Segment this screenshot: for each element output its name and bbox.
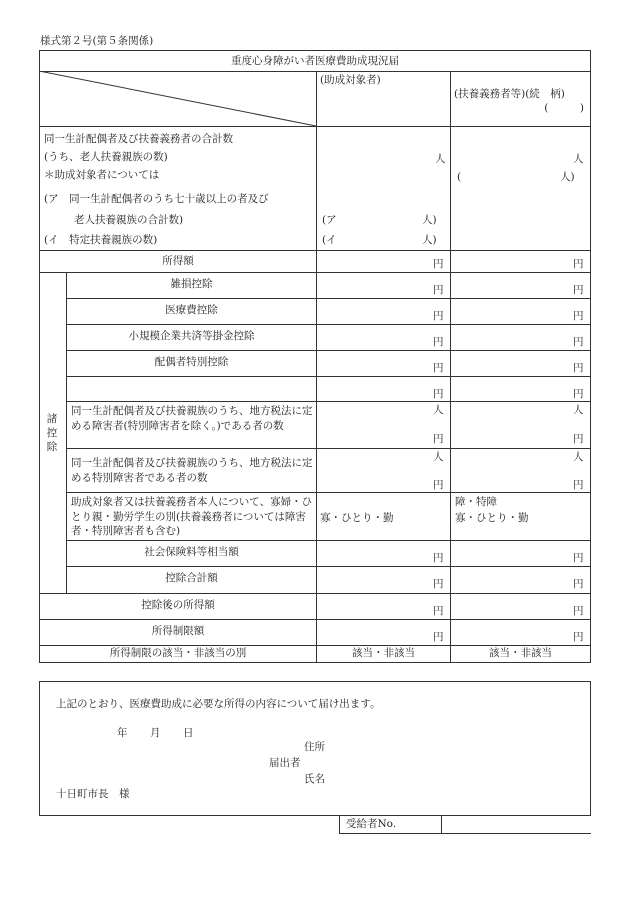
header-diagonal — [39, 71, 317, 127]
form-title: 重度心身障がい者医療費助成現況届 — [231, 55, 399, 67]
dependents-line: 同一生計配偶者及び扶養義務者の合計数 — [44, 133, 233, 145]
dependents-line: 老人扶養親族の合計数) — [74, 214, 184, 226]
yen-unit: 円 — [433, 433, 444, 445]
income-label: 所得額 — [162, 255, 194, 267]
yen-unit: 円 — [433, 552, 444, 564]
income-subject-yen: 円 — [433, 258, 444, 270]
yen-unit: 円 — [433, 388, 444, 400]
yen-unit: 円 — [573, 284, 584, 296]
dependents-line: ＊助成対象者については — [44, 169, 160, 181]
yen-unit: 円 — [573, 362, 584, 374]
yen-unit: 円 — [573, 336, 584, 348]
spouse-special-deduction-label: 配偶者特別控除 — [154, 356, 229, 368]
person-unit: 人 — [433, 451, 444, 463]
guardian-header: (扶養義務者等)(続 柄) — [454, 88, 565, 100]
form-number: 様式第２号(第５条関係) — [40, 35, 154, 47]
address-label: 住所 — [304, 741, 325, 753]
yen-unit: 円 — [573, 388, 584, 400]
relationship-paren: ( ) — [544, 102, 584, 114]
guardian-person-unit: 人 — [573, 153, 584, 165]
month-label: 月 — [150, 727, 161, 739]
person-unit: 人 — [573, 404, 584, 416]
subject-person-unit: 人 — [435, 153, 446, 165]
yen-unit: 円 — [433, 336, 444, 348]
subject-i-label: (イ — [322, 234, 337, 246]
yen-unit: 円 — [433, 362, 444, 374]
recipient-no-label: 受給者No. — [346, 818, 397, 830]
guardian-status-line1: 障・特障 — [455, 496, 497, 508]
yen-unit: 円 — [573, 433, 584, 445]
subject-a-label: (ア — [322, 214, 337, 226]
yen-unit: 円 — [573, 552, 584, 564]
yen-unit: 円 — [433, 605, 444, 617]
name-label: 氏名 — [304, 773, 325, 785]
day-label: 日 — [183, 727, 194, 739]
subject-a-unit: 人) — [422, 214, 437, 226]
dependents-line: (ア 同一生計配偶者のうち七十歳以上の者及び — [44, 193, 269, 205]
yen-unit: 円 — [433, 284, 444, 296]
subject-header: (助成対象者) — [320, 74, 381, 86]
deductions-label: 諸控除 — [46, 413, 58, 453]
person-unit: 人 — [433, 404, 444, 416]
dependents-line: (うち、老人扶養親族の数) — [44, 151, 168, 163]
special-disabled-dependents-label: 同一生計配偶者及び扶養親族のうち、地方税法に定める特別障害者である者の数 — [71, 457, 313, 484]
subject-i-unit: 人) — [422, 234, 437, 246]
guardian-paren-open: ( — [457, 171, 462, 183]
guardian-applicability: 該当・非該当 — [489, 647, 552, 659]
dependents-line: (イ 特定扶養親族の数) — [44, 234, 158, 246]
declaration-text: 上記のとおり、医療費助成に必要な所得の内容について届け出ます。 — [56, 698, 381, 710]
recipient-no-field[interactable] — [442, 816, 590, 833]
subject-applicability: 該当・非該当 — [352, 647, 415, 659]
yen-unit: 円 — [573, 479, 584, 491]
person-unit: 人 — [573, 451, 584, 463]
income-limit-label: 所得制限額 — [151, 625, 205, 637]
casualty-loss-label: 雑損控除 — [170, 278, 213, 290]
yen-unit: 円 — [573, 578, 584, 590]
addressee: 十日町市長 様 — [56, 788, 130, 800]
guardian-paren-unit: 人) — [560, 171, 575, 183]
yen-unit: 円 — [573, 310, 584, 322]
yen-unit: 円 — [433, 578, 444, 590]
disabled-dependents-label: 同一生計配偶者及び扶養親族のうち、地方税法に定める障害者(特別障害者を除く。)である者の数 — [71, 405, 313, 432]
social-insurance-label: 社会保険料等相当額 — [144, 546, 239, 558]
deduction-total-label: 控除合計額 — [165, 572, 218, 584]
guardian-status-line2: 寡・ひとり・勤 — [455, 512, 529, 524]
subject-status-options: 寡・ひとり・勤 — [320, 512, 394, 524]
yen-unit: 円 — [433, 631, 444, 643]
medical-deduction-label: 医療費控除 — [165, 304, 218, 316]
yen-unit: 円 — [573, 631, 584, 643]
after-deduction-label: 控除後の所得額 — [141, 599, 215, 611]
applicant-label: 届出者 — [269, 757, 301, 769]
year-label: 年 — [117, 727, 128, 739]
status-row-label: 助成対象者又は扶養義務者本人について、寡婦・ひとり親・勤労学生の別(扶養義務者については障害者・特別障害者も含む) — [71, 496, 313, 537]
yen-unit: 円 — [573, 605, 584, 617]
yen-unit: 円 — [433, 479, 444, 491]
applicability-label: 所得制限の該当・非該当の別 — [109, 647, 247, 659]
yen-unit: 円 — [433, 310, 444, 322]
small-business-deduction-label: 小規模企業共済等掛金控除 — [128, 330, 255, 342]
income-guardian-yen: 円 — [573, 258, 584, 270]
